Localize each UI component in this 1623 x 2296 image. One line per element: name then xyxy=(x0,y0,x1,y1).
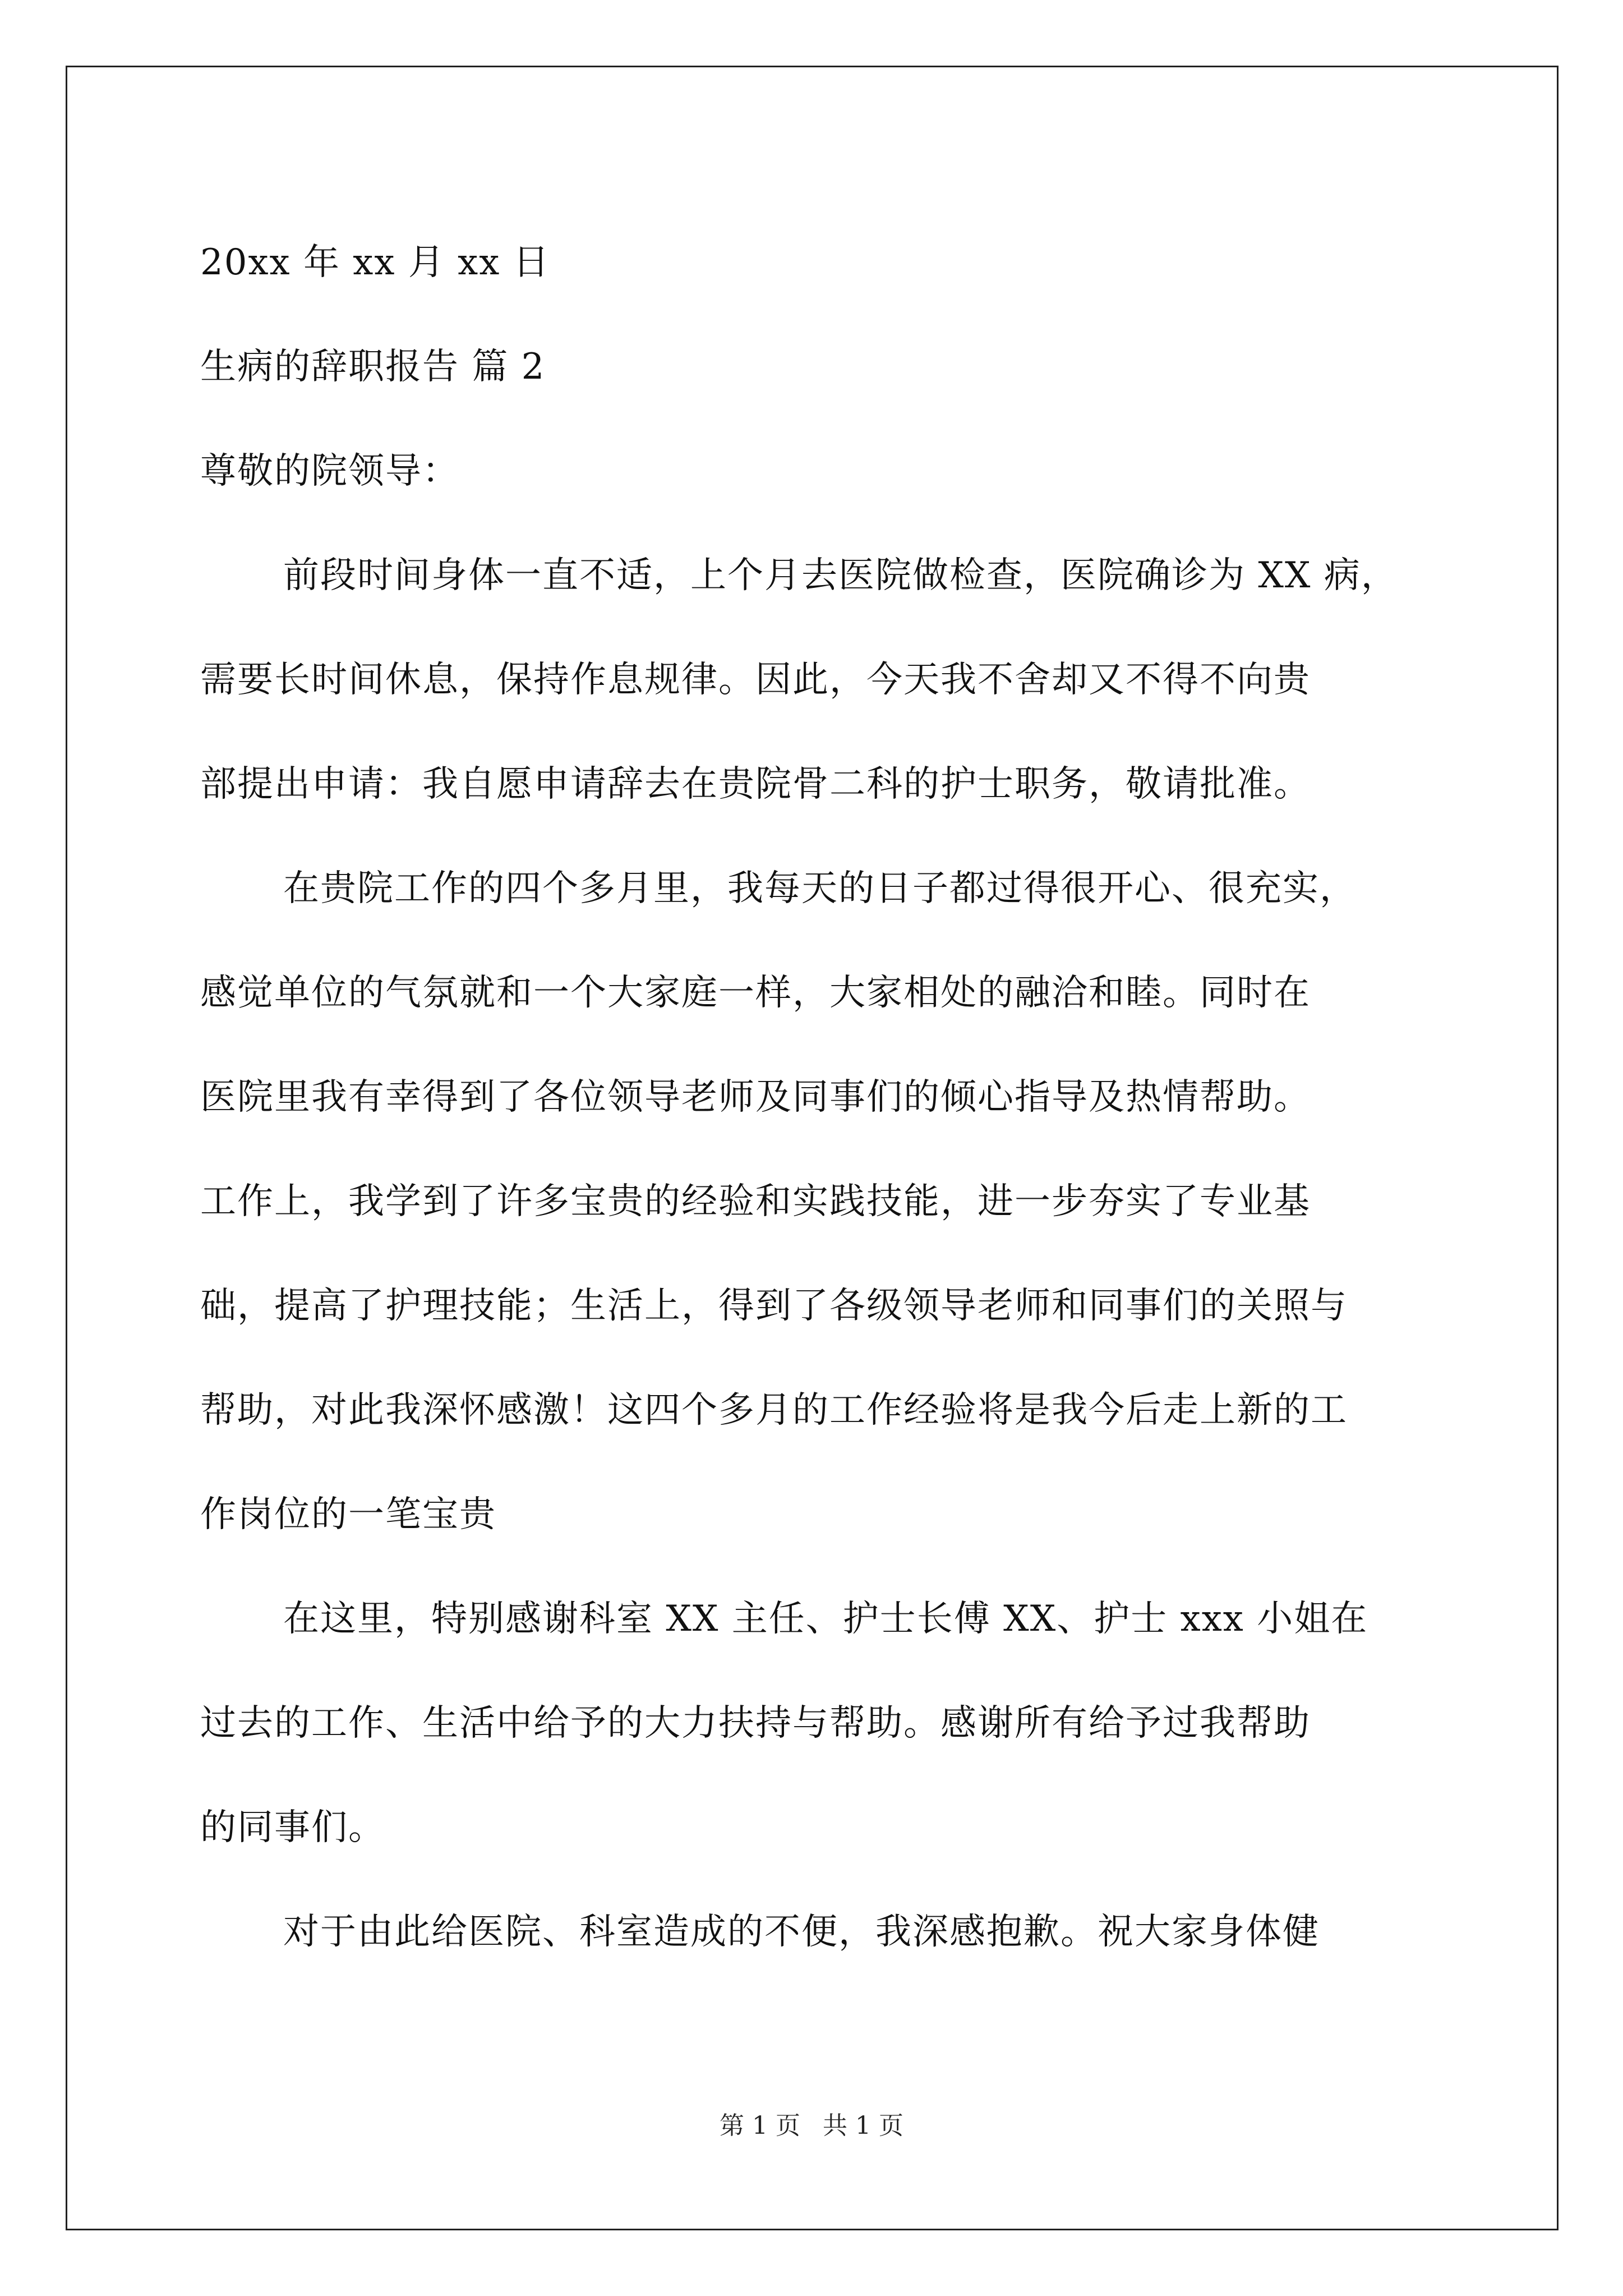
paragraph-line: 需要长时间休息，保持作息规律。因此，今天我不舍却又不得不向贵 xyxy=(200,659,1311,701)
paragraph-line: 在贵院工作的四个多月里，我每天的日子都过得很开心、很充实， xyxy=(283,868,1357,909)
paragraph-line: 感觉单位的气氛就和一个大家庭一样，大家相处的融洽和睦。同时在 xyxy=(200,972,1311,1014)
paragraph-line: 工作上，我学到了许多宝贵的经验和实践技能，进一步夯实了专业基 xyxy=(200,1181,1311,1222)
paragraph-line: 的同事们。 xyxy=(200,1807,385,1848)
paragraph-line: 过去的工作、生活中给予的大力扶持与帮助。感谢所有给予过我帮助 xyxy=(200,1703,1311,1744)
document-body xyxy=(200,210,1428,1984)
page-number: 第 1 页 xyxy=(720,2111,800,2140)
paragraph-line: 部提出申请：我自愿申请辞去在贵院骨二科的护士职务，敬请批准。 xyxy=(200,763,1311,805)
paragraph-line: 对于由此给医院、科室造成的不便，我深感抱歉。祝大家身体健 xyxy=(283,1911,1320,1953)
date-line: 20xx 年 xx 月 xx 日 xyxy=(200,242,550,283)
paragraph-line: 作岗位的一笔宝贵 xyxy=(200,1494,496,1535)
page-footer xyxy=(0,2109,1623,2143)
page-total: 共 1 页 xyxy=(823,2111,903,2140)
document-heading: 生病的辞职报告 篇 2 xyxy=(200,346,546,388)
paragraph-line: 帮助，对此我深怀感激！这四个多月的工作经验将是我今后走上新的工 xyxy=(200,1389,1348,1431)
salutation: 尊敬的院领导： xyxy=(200,450,459,492)
paragraph-line: 前段时间身体一直不适，上个月去医院做检查，医院确诊为 XX 病， xyxy=(283,555,1398,596)
paragraph-line: 础，提高了护理技能；生活上，得到了各级领导老师和同事们的关照与 xyxy=(200,1285,1348,1327)
paragraph-line: 医院里我有幸得到了各位领导老师及同事们的倾心指导及热情帮助。 xyxy=(200,1076,1311,1118)
paragraph-line: 在这里，特别感谢科室 XX 主任、护士长傅 XX、护士 xxx 小姐在 xyxy=(283,1598,1368,1640)
